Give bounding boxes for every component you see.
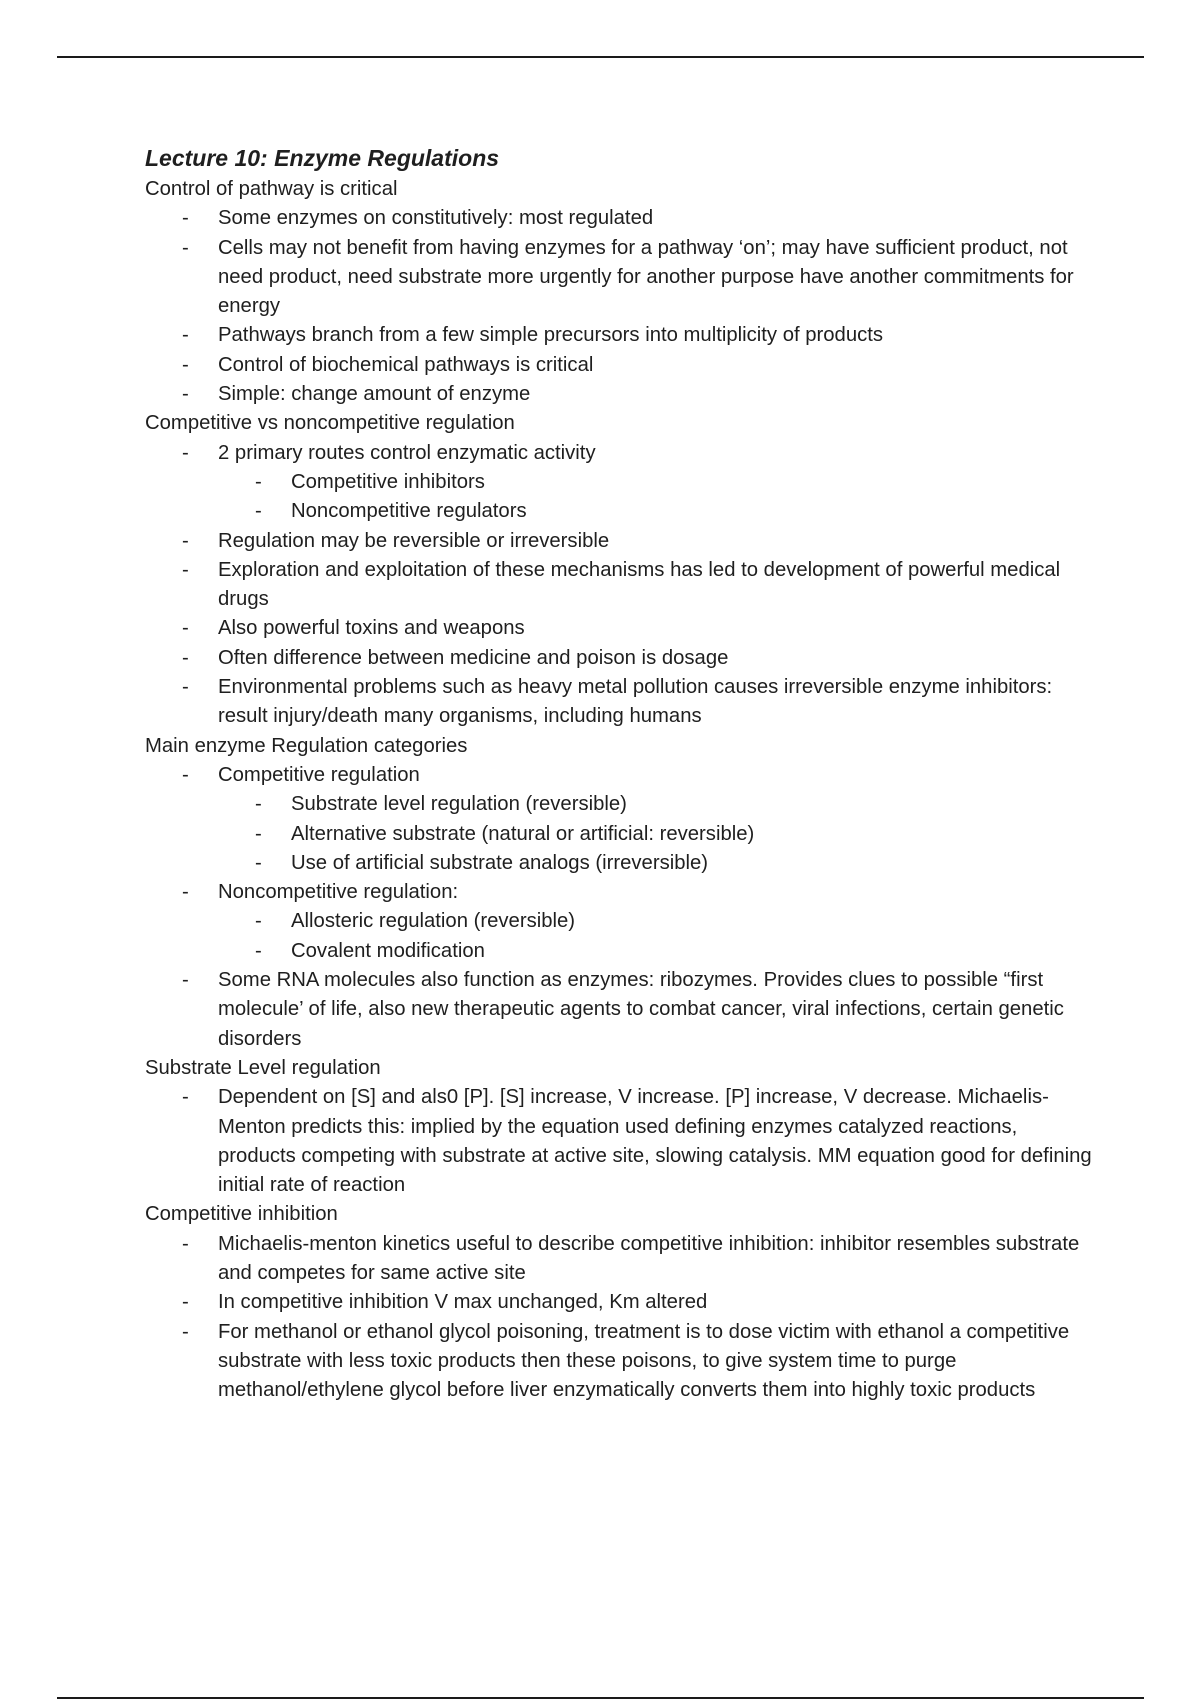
sub-list-item-text: Use of artificial substrate analogs (irreversible) bbox=[291, 851, 709, 874]
list-item-text: Exploration and exploitation of these mechanisms has led to development of powerful medical drugs bbox=[218, 558, 1061, 611]
bullet-list bbox=[145, 439, 1095, 732]
list-item-text: 2 primary routes control enzymatic activity bbox=[218, 441, 596, 464]
list-item bbox=[145, 351, 1095, 380]
dash-bullet-icon: - bbox=[182, 353, 189, 376]
dash-bullet-icon: - bbox=[182, 324, 189, 347]
list-item-text: Control of biochemical pathways is critical bbox=[218, 353, 594, 376]
sub-list-item bbox=[218, 497, 1095, 526]
list-item bbox=[145, 1318, 1095, 1406]
list-item-text: Michaelis-menton kinetics useful to describe competitive inhibition: inhibitor resembles substrate and competes for same active site bbox=[218, 1232, 1080, 1284]
dash-bullet-icon: - bbox=[255, 851, 262, 874]
list-item-text: Pathways branch from a few simple precursors into multiplicity of products bbox=[218, 324, 884, 347]
list-item-text: Some RNA molecules also function as enzymes: ribozymes. Provides clues to possible “first molecule’ of life, also new therapeutic agents to combat cancer, viral infections, certain genetic disorders bbox=[218, 969, 1064, 1050]
sub-list-item bbox=[218, 937, 1095, 966]
list-item-text: In competitive inhibition V max unchanged, Km altered bbox=[218, 1291, 708, 1314]
bullet-list bbox=[145, 1230, 1095, 1406]
dash-bullet-icon: - bbox=[182, 1232, 189, 1255]
list-item-text: Competitive regulation bbox=[218, 763, 420, 786]
list-item bbox=[145, 1230, 1095, 1289]
list-item bbox=[145, 878, 1095, 966]
document-body bbox=[145, 142, 1095, 1405]
sub-list-item-text: Covalent modification bbox=[291, 939, 485, 962]
dash-bullet-icon: - bbox=[182, 236, 189, 259]
list-item-text: Some enzymes on constitutively: most regulated bbox=[218, 207, 654, 230]
dash-bullet-icon: - bbox=[182, 646, 189, 669]
dash-bullet-icon: - bbox=[182, 617, 189, 640]
section-heading: Competitive vs noncompetitive regulation bbox=[145, 412, 515, 435]
dash-bullet-icon: - bbox=[182, 207, 189, 230]
list-item bbox=[145, 321, 1095, 350]
sub-list-item bbox=[218, 820, 1095, 849]
list-item bbox=[145, 556, 1095, 615]
dash-bullet-icon: - bbox=[182, 969, 189, 992]
dash-bullet-icon: - bbox=[182, 441, 189, 464]
page-top-rule bbox=[57, 56, 1144, 58]
sub-list-item-text: Alternative substrate (natural or artificial: reversible) bbox=[291, 822, 755, 845]
list-item-text: Cells may not benefit from having enzymes for a pathway ‘on’; may have sufficient product, not need product, need substrate more urgently for another purpose have another commitments for energy bbox=[218, 236, 1074, 318]
list-item-text: Environmental problems such as heavy metal pollution causes irreversible enzyme inhibitors: result injury/death many organisms, including humans bbox=[218, 676, 1053, 728]
page-bottom-rule bbox=[57, 1697, 1144, 1699]
list-item bbox=[145, 234, 1095, 322]
sub-bullet-list bbox=[218, 790, 1095, 878]
list-item bbox=[145, 439, 1095, 527]
dash-bullet-icon: - bbox=[255, 910, 262, 933]
dash-bullet-icon: - bbox=[255, 793, 262, 816]
sub-list-item bbox=[218, 907, 1095, 936]
list-item bbox=[145, 1288, 1095, 1317]
sub-list-item-text: Allosteric regulation (reversible) bbox=[291, 910, 576, 933]
dash-bullet-icon: - bbox=[182, 1291, 189, 1314]
list-item bbox=[145, 527, 1095, 556]
list-item-text: Dependent on [S] and als0 [P]. [S] increase, V increase. [P] increase, V decrease. Michaelis-Menton predicts this: implied by the equation used defining enzymes catalyzed reactions, products competing with substrate at active site, slowing catalysis. MM equation good for defining initial rate of reaction bbox=[218, 1086, 1092, 1197]
dash-bullet-icon: - bbox=[255, 500, 262, 523]
list-item bbox=[145, 673, 1095, 732]
sub-list-item-text: Competitive inhibitors bbox=[291, 470, 485, 493]
list-item bbox=[145, 966, 1095, 1054]
sub-list-item bbox=[218, 468, 1095, 497]
section-heading: Competitive inhibition bbox=[145, 1203, 338, 1226]
list-item-text: Also powerful toxins and weapons bbox=[218, 617, 525, 640]
section-heading: Control of pathway is critical bbox=[145, 178, 398, 200]
sub-bullet-list bbox=[218, 907, 1095, 966]
list-item-text: Noncompetitive regulation: bbox=[218, 881, 459, 904]
list-item-text: For methanol or ethanol glycol poisoning, treatment is to dose victim with ethanol a competitive substrate with less toxic products then these poisons, to give system time to purge methanol/ethylene glycol before liver enzymatically converts them into highly toxic products bbox=[218, 1320, 1070, 1402]
dash-bullet-icon: - bbox=[182, 881, 189, 904]
dash-bullet-icon: - bbox=[255, 822, 262, 845]
sub-list-item-text: Noncompetitive regulators bbox=[291, 500, 527, 523]
dash-bullet-icon: - bbox=[255, 470, 262, 493]
dash-bullet-icon: - bbox=[182, 1320, 189, 1343]
dash-bullet-icon: - bbox=[182, 529, 189, 552]
list-item bbox=[145, 204, 1095, 233]
sub-bullet-list bbox=[218, 468, 1095, 527]
list-item bbox=[145, 614, 1095, 643]
sub-list-item bbox=[218, 790, 1095, 819]
list-item bbox=[145, 380, 1095, 409]
bullet-list bbox=[145, 1083, 1095, 1200]
dash-bullet-icon: - bbox=[255, 939, 262, 962]
dash-bullet-icon: - bbox=[182, 1086, 189, 1109]
bullet-list bbox=[145, 761, 1095, 1054]
list-item-text: Regulation may be reversible or irreversible bbox=[218, 529, 610, 552]
list-item-text: Simple: change amount of enzyme bbox=[218, 383, 531, 406]
dash-bullet-icon: - bbox=[182, 676, 189, 699]
section-heading: Substrate Level regulation bbox=[145, 1056, 381, 1079]
sub-list-item-text: Substrate level regulation (reversible) bbox=[291, 793, 627, 816]
list-item-text: Often difference between medicine and poison is dosage bbox=[218, 646, 729, 669]
dash-bullet-icon: - bbox=[182, 558, 189, 581]
bullet-list bbox=[145, 204, 1095, 409]
sub-list-item bbox=[218, 849, 1095, 878]
list-item bbox=[145, 761, 1095, 878]
sections-container bbox=[145, 175, 1095, 1405]
section-heading: Main enzyme Regulation categories bbox=[145, 734, 468, 757]
list-item bbox=[145, 1083, 1095, 1200]
dash-bullet-icon: - bbox=[182, 383, 189, 406]
dash-bullet-icon: - bbox=[182, 763, 189, 786]
list-item bbox=[145, 644, 1095, 673]
lecture-title: Lecture 10: Enzyme Regulations bbox=[145, 145, 500, 171]
